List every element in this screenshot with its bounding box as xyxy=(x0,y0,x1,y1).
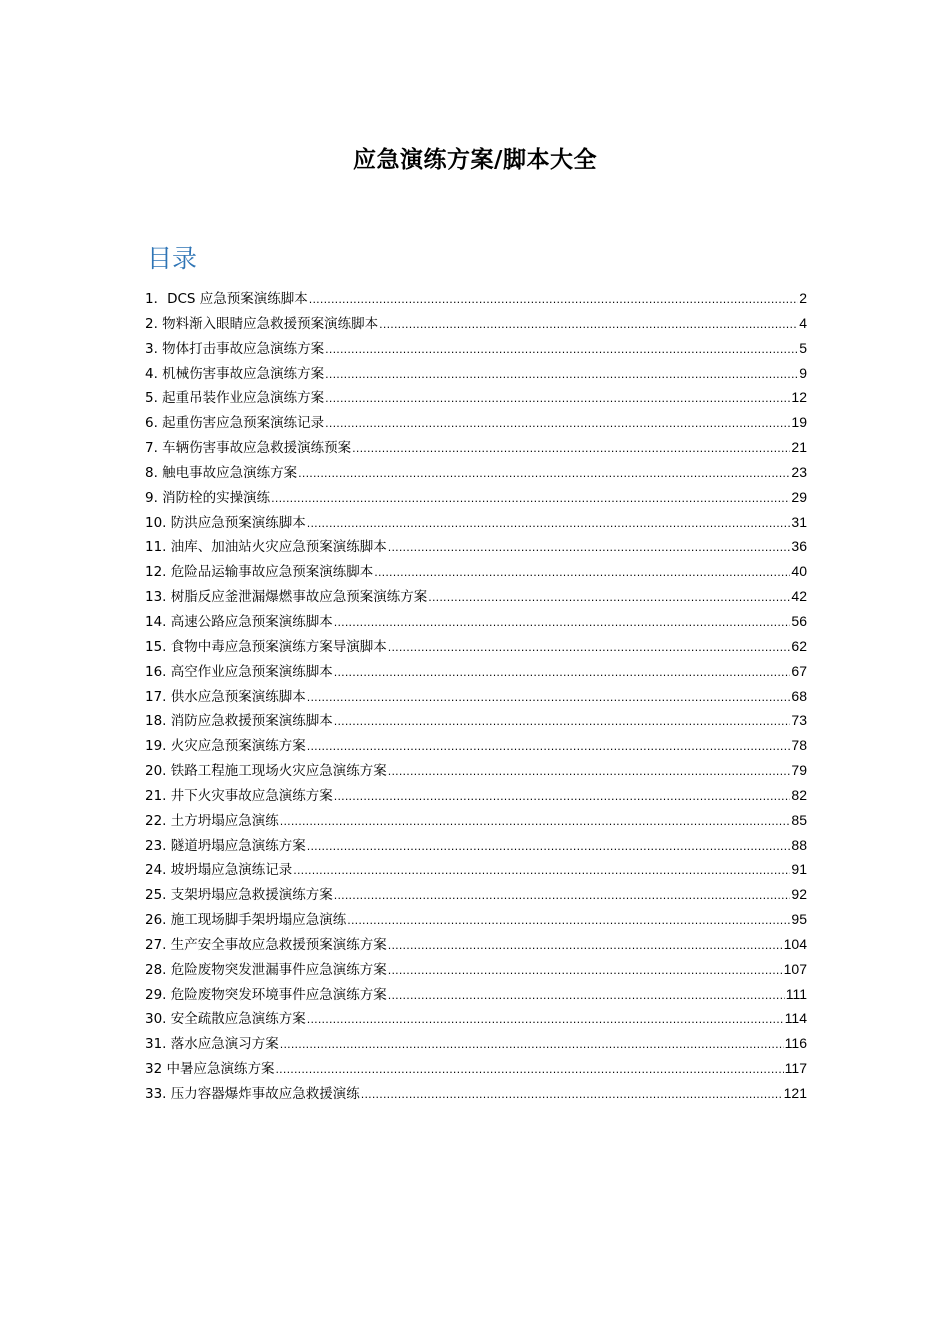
toc-entry[interactable] xyxy=(145,634,807,659)
toc-entry-page-number: 95 xyxy=(791,911,807,928)
toc-entry[interactable] xyxy=(145,584,807,609)
toc-entry-page-number: 56 xyxy=(791,612,807,629)
toc-entry-page-number: 104 xyxy=(783,935,807,952)
toc-dot-leader xyxy=(347,909,790,934)
toc-entry[interactable] xyxy=(145,435,807,460)
toc-entry-title: 31. 落水应急演习方案 xyxy=(145,1036,279,1053)
toc-entry-page-number: 31 xyxy=(791,513,807,530)
toc-entry[interactable] xyxy=(145,534,807,559)
toc-entry[interactable] xyxy=(145,833,807,858)
toc-entry[interactable] xyxy=(145,559,807,584)
toc-entry[interactable] xyxy=(145,708,807,733)
toc-entry[interactable] xyxy=(145,336,807,361)
toc-entry[interactable] xyxy=(145,733,807,758)
toc-entry-title: 18. 消防应急救援预案演练脚本 xyxy=(145,713,333,730)
toc-entry-page-number: 4 xyxy=(799,314,807,331)
toc-entry-page-number: 79 xyxy=(791,762,807,779)
toc-entry-page-number: 117 xyxy=(784,1060,807,1077)
toc-entry-page-number: 40 xyxy=(791,563,807,580)
toc-entry[interactable] xyxy=(145,758,807,783)
toc-entry[interactable] xyxy=(145,311,807,336)
toc-entry-title: 17. 供水应急预案演练脚本 xyxy=(145,688,306,705)
toc-dot-leader xyxy=(325,363,798,388)
toc-entry[interactable] xyxy=(145,385,807,410)
toc-dot-leader xyxy=(325,387,790,412)
toc-entry[interactable] xyxy=(145,485,807,510)
toc-dot-leader xyxy=(388,934,783,959)
toc-entry-page-number: 9 xyxy=(799,364,807,381)
toc-dot-leader xyxy=(388,536,791,561)
toc-entry[interactable] xyxy=(145,783,807,808)
toc-dot-leader xyxy=(307,686,791,711)
toc-entry-title: 9. 消防栓的实操演练 xyxy=(145,489,271,506)
toc-entry[interactable] xyxy=(145,510,807,535)
toc-dot-leader xyxy=(325,338,798,363)
toc-dot-leader xyxy=(271,487,790,512)
toc-entry-page-number: 82 xyxy=(791,786,807,803)
document-title: 应急演练方案/脚本大全 xyxy=(353,147,597,173)
toc-entry-page-number: 121 xyxy=(783,1085,807,1101)
toc-entry-title: 25. 支架坍塌应急救援演练方案 xyxy=(145,887,333,904)
toc-entry-page-number: 29 xyxy=(791,488,807,505)
toc-entry-title: 19. 火灾应急预案演练方案 xyxy=(145,738,306,755)
toc-dot-leader xyxy=(280,810,791,835)
toc-entry-page-number: 36 xyxy=(791,538,807,555)
toc-entry-page-number: 5 xyxy=(799,339,807,356)
toc-entry-page-number: 111 xyxy=(785,985,807,1002)
toc-dot-leader xyxy=(325,412,790,437)
toc-entry-title: 3. 物体打击事故应急演练方案 xyxy=(145,340,325,357)
toc-entry[interactable] xyxy=(145,957,807,982)
toc-entry[interactable] xyxy=(145,1056,807,1081)
toc-entry[interactable] xyxy=(145,1031,807,1056)
toc-entry-title: 8. 触电事故应急演练方案 xyxy=(145,464,298,481)
toc-entry-title: 2. 物料渐入眼睛应急救援预案演练脚本 xyxy=(145,315,379,332)
toc-entry-title: 12. 危险品运输事故应急预案演练脚本 xyxy=(145,564,374,581)
toc-entry-title: 32 中暑应急演练方案 xyxy=(145,1061,275,1078)
table-of-contents xyxy=(145,286,807,1106)
toc-entry-title: 20. 铁路工程施工现场火灾应急演练方案 xyxy=(145,763,387,780)
toc-dot-leader xyxy=(334,661,791,686)
toc-entry[interactable] xyxy=(145,1081,807,1106)
toc-entry[interactable] xyxy=(145,982,807,1007)
toc-entry-page-number: 68 xyxy=(791,687,807,704)
toc-dot-leader xyxy=(307,835,791,860)
toc-entry-title: 6. 起重伤害应急预案演练记录 xyxy=(145,415,325,432)
toc-entry-title: 30. 安全疏散应急演练方案 xyxy=(145,1011,306,1028)
toc-dot-leader xyxy=(361,1083,783,1108)
toc-dot-leader xyxy=(307,1008,784,1033)
toc-dot-leader xyxy=(275,1058,783,1083)
toc-entry-page-number: 67 xyxy=(791,662,807,679)
toc-entry-page-number: 23 xyxy=(791,463,807,480)
toc-entry[interactable] xyxy=(145,808,807,833)
toc-entry-title: 27. 生产安全事故应急救援预案演练方案 xyxy=(145,936,387,953)
toc-entry-page-number: 73 xyxy=(791,712,807,729)
toc-entry-title: 33. 压力容器爆炸事故应急救援演练 xyxy=(145,1086,360,1102)
toc-entry-page-number: 2 xyxy=(799,290,807,306)
toc-dot-leader xyxy=(334,884,791,909)
toc-dot-leader xyxy=(334,785,791,810)
toc-entry[interactable] xyxy=(145,684,807,709)
toc-dot-leader xyxy=(307,735,791,760)
toc-dot-leader xyxy=(388,760,791,785)
toc-dot-leader xyxy=(388,959,783,984)
toc-dot-leader xyxy=(293,859,790,884)
toc-dot-leader xyxy=(352,437,790,462)
toc-entry[interactable] xyxy=(145,410,807,435)
toc-entry-title: 1．DCS 应急预案演练脚本 xyxy=(145,291,308,307)
toc-entry[interactable] xyxy=(145,361,807,386)
toc-entry[interactable] xyxy=(145,907,807,932)
toc-entry-title: 10. 防洪应急预案演练脚本 xyxy=(145,514,306,531)
toc-dot-leader xyxy=(307,512,791,537)
toc-dot-leader xyxy=(374,561,790,586)
toc-entry[interactable] xyxy=(145,857,807,882)
toc-entry-title: 5. 起重吊装作业应急演练方案 xyxy=(145,390,325,407)
toc-entry-page-number: 116 xyxy=(784,1035,807,1052)
toc-entry[interactable] xyxy=(145,286,807,311)
toc-dot-leader xyxy=(309,288,798,313)
toc-entry[interactable] xyxy=(145,460,807,485)
toc-dot-leader xyxy=(334,611,791,636)
toc-dot-leader xyxy=(379,313,798,338)
toc-heading: 目录 xyxy=(147,244,198,273)
toc-entry[interactable] xyxy=(145,882,807,907)
toc-entry-title: 7. 车辆伤害事故应急救援演练预案 xyxy=(145,440,352,457)
toc-dot-leader xyxy=(388,636,791,661)
toc-entry-page-number: 21 xyxy=(791,439,807,456)
toc-entry-page-number: 88 xyxy=(791,836,807,853)
toc-entry-title: 29. 危险废物突发环境事件应急演练方案 xyxy=(145,986,387,1003)
toc-entry-page-number: 85 xyxy=(791,811,807,828)
toc-dot-leader xyxy=(428,586,790,611)
toc-entry-page-number: 91 xyxy=(791,861,807,878)
toc-entry[interactable] xyxy=(145,659,807,684)
toc-entry-title: 23. 隧道坍塌应急演练方案 xyxy=(145,837,306,854)
toc-entry-title: 15. 食物中毒应急预案演练方案导演脚本 xyxy=(145,638,387,655)
toc-entry-page-number: 62 xyxy=(791,637,807,654)
toc-entry-title: 11. 油库、加油站火灾应急预案演练脚本 xyxy=(145,539,387,556)
toc-entry[interactable] xyxy=(145,1006,807,1031)
toc-entry-title: 13. 树脂反应釜泄漏爆燃事故应急预案演练方案 xyxy=(145,589,428,606)
toc-entry-title: 26. 施工现场脚手架坍塌应急演练 xyxy=(145,912,347,929)
toc-dot-leader xyxy=(298,462,790,487)
toc-entry-title: 21. 井下火灾事故应急演练方案 xyxy=(145,787,333,804)
toc-entry-page-number: 114 xyxy=(784,1010,807,1027)
toc-entry-page-number: 19 xyxy=(791,414,807,431)
toc-entry[interactable] xyxy=(145,932,807,957)
toc-entry-page-number: 78 xyxy=(791,737,807,754)
toc-entry-page-number: 42 xyxy=(791,588,807,605)
toc-entry-page-number: 12 xyxy=(791,389,807,406)
toc-entry-page-number: 107 xyxy=(783,960,807,977)
toc-entry-title: 22. 土方坍塌应急演练 xyxy=(145,812,279,829)
toc-entry-title: 16. 高空作业应急预案演练脚本 xyxy=(145,663,333,680)
toc-dot-leader xyxy=(334,710,791,735)
toc-entry-title: 28. 危险废物突发泄漏事件应急演练方案 xyxy=(145,961,387,978)
toc-dot-leader xyxy=(388,984,785,1009)
toc-entry[interactable] xyxy=(145,609,807,634)
toc-dot-leader xyxy=(280,1033,784,1058)
toc-entry-title: 24. 坡坍塌应急演练记录 xyxy=(145,862,293,879)
toc-entry-title: 4. 机械伤害事故应急演练方案 xyxy=(145,365,325,382)
toc-entry-page-number: 92 xyxy=(791,886,807,903)
toc-entry-title: 14. 高速公路应急预案演练脚本 xyxy=(145,613,333,630)
